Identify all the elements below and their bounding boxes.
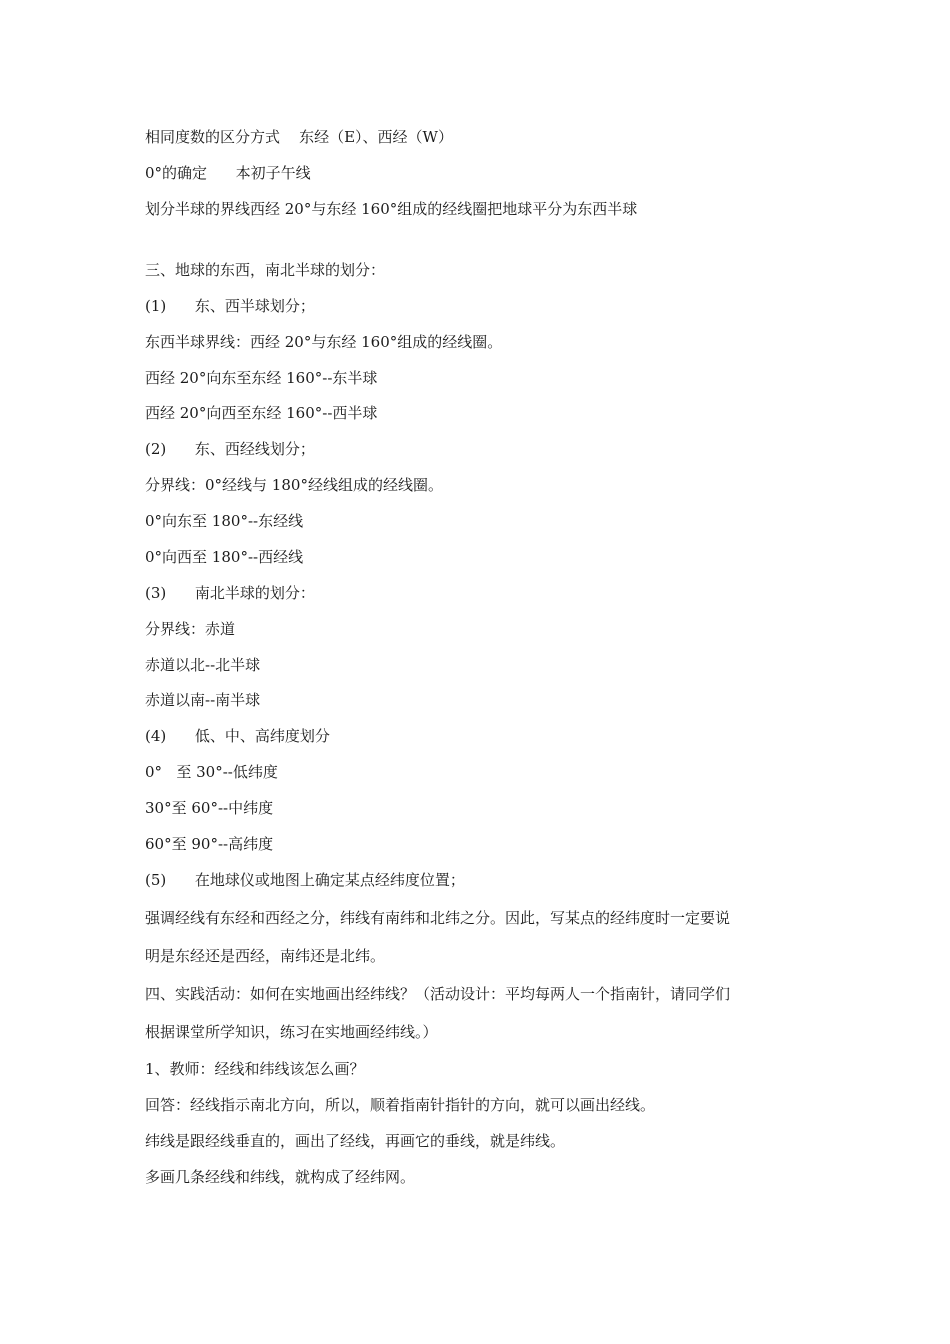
text-line: (1) 东、西半球划分； <box>145 297 315 315</box>
text-line: 赤道以北--北半球 <box>145 656 261 674</box>
text-line: 分界线：赤道 <box>145 620 236 638</box>
text-line: 30°至 60°--中纬度 <box>145 799 274 817</box>
text-line: 0°向西至 180°--西经线 <box>145 548 304 566</box>
text-line: 1、教师：经线和纬线该怎么画？ <box>145 1060 365 1078</box>
text-line: 明是东经还是西经，南纬还是北纬。 <box>145 947 386 965</box>
text-line: (2) 东、西经线划分； <box>145 440 315 458</box>
text-line: 60°至 90°--高纬度 <box>145 835 274 853</box>
text-line: (5) 在地球仪或地图上确定某点经纬度位置； <box>145 871 465 889</box>
text-line: 赤道以南--南半球 <box>145 691 261 709</box>
text-line: 东西半球界线：西经 20°与东经 160°组成的经线圈。 <box>145 333 503 351</box>
text-line: 强调经线有东经和西经之分，纬线有南纬和北纬之分。因此，写某点的经纬度时一定要说 <box>145 909 731 927</box>
text-line: 多画几条经线和纬线，就构成了经纬网。 <box>145 1168 416 1186</box>
text-line: 划分半球的界线西经 20°与东经 160°组成的经线圈把地球平分为东西半球 <box>145 200 638 218</box>
text-line: 分界线：0°经线与 180°经线组成的经线圈。 <box>145 476 443 494</box>
text-line: 0° 至 30°--低纬度 <box>145 763 278 781</box>
section-heading: 三、地球的东西，南北半球的划分： <box>145 261 386 279</box>
text-line: 西经 20°向西至东经 160°--西半球 <box>145 404 378 422</box>
text-line: 回答：经线指示南北方向，所以，顺着指南针指针的方向，就可以画出经线。 <box>145 1096 656 1114</box>
text-line: (3) 南北半球的划分： <box>145 584 315 602</box>
text-line: (4) 低、中、高纬度划分 <box>145 727 330 745</box>
text-line: 0°向东至 180°--东经线 <box>145 512 304 530</box>
text-line: 相同度数的区分方式 东经（E）、西经（W） <box>145 128 453 146</box>
text-line: 纬线是跟经线垂直的，画出了经线，再画它的垂线，就是纬线。 <box>145 1132 566 1150</box>
section-heading: 四、实践活动：如何在实地画出经纬线？（活动设计：平均每两人一个指南针，请同学们 <box>145 985 731 1003</box>
text-line: 西经 20°向东至东经 160°--东半球 <box>145 369 378 387</box>
text-line: 根据课堂所学知识，练习在实地画经纬线。） <box>145 1023 438 1041</box>
text-line: 0°的确定 本初子午线 <box>145 164 311 182</box>
